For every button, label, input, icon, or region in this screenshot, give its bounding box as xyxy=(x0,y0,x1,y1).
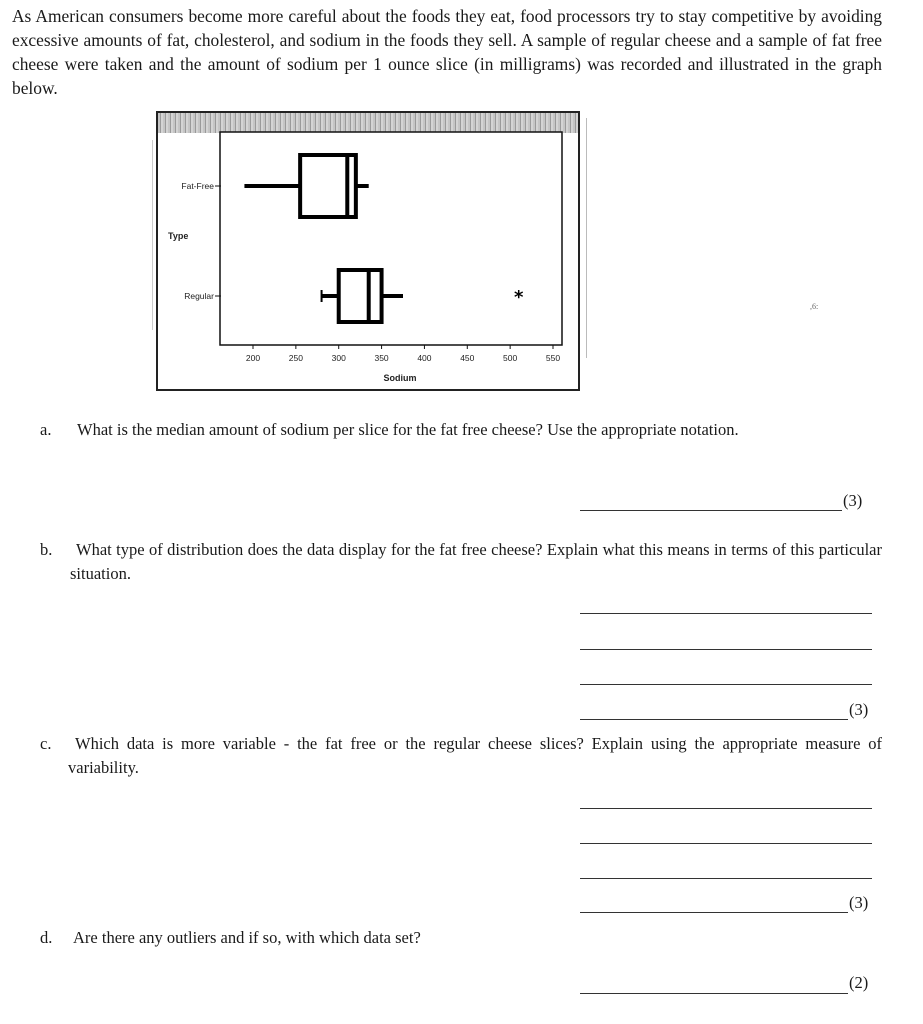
question-c-text: Which data is more variable - the fat free or the regular cheese slices? Explain using the appropriate measure of variability. xyxy=(68,734,882,777)
question-c-points: (3) xyxy=(849,893,869,912)
question-a-points: (3) xyxy=(843,491,863,510)
question-b-points: (3) xyxy=(849,700,869,719)
question-d-text: Are there any outliers and if so, with which data set? xyxy=(73,928,421,947)
question-b-label: b. xyxy=(40,540,53,559)
x-tick-label: 200 xyxy=(245,353,261,363)
x-tick-label: 400 xyxy=(417,353,432,363)
x-tick-label: 450 xyxy=(460,353,475,363)
question-d-label: d. xyxy=(40,928,53,947)
question-a-text: What is the median amount of sodium per slice for the fat free cheese? Use the appropriate notation. xyxy=(77,420,739,439)
y-axis-label: Type xyxy=(168,231,189,241)
x-axis-label: Sodium xyxy=(383,373,417,383)
x-tick-label: 550 xyxy=(545,353,561,363)
answer-line-b4[interactable] xyxy=(580,719,848,720)
answer-line-b2[interactable] xyxy=(580,649,872,650)
answer-line-c2[interactable] xyxy=(580,843,872,844)
x-tick-label: 500 xyxy=(503,353,518,363)
outlier-marker-regular: * xyxy=(514,287,524,308)
question-a-label: a. xyxy=(40,420,52,439)
intro-paragraph: As American consumers become more careful about the foods they eat, food processors try to stay competitive by avoiding excessive amounts of fat, cholesterol, and sodium in the foods they sell. A sample of regular cheese and a sample of fat free cheese were taken and the amount of sodium per 1 ounce slice (in milligrams) was recorded and illustrated in the graph below. xyxy=(12,6,882,98)
question-d-points: (2) xyxy=(849,973,869,992)
margin-mark: ,6: xyxy=(810,302,819,311)
answer-line-a[interactable] xyxy=(580,510,842,511)
category-label-fat-free: Fat-Free xyxy=(181,181,214,191)
x-tick-label: 350 xyxy=(374,353,389,363)
answer-line-c4[interactable] xyxy=(580,912,848,913)
category-label-regular: Regular xyxy=(184,291,214,301)
x-tick-label: 250 xyxy=(288,353,303,363)
question-c-label: c. xyxy=(40,734,52,753)
plot-area xyxy=(220,132,562,345)
answer-line-c3[interactable] xyxy=(580,878,872,879)
answer-line-c1[interactable] xyxy=(580,808,872,809)
answer-line-b3[interactable] xyxy=(580,684,872,685)
x-tick-label: 300 xyxy=(331,353,346,363)
answer-line-b1[interactable] xyxy=(580,613,872,614)
question-b-text: What type of distribution does the data display for the fat free cheese? Explain what this means in terms of this particular situation. xyxy=(70,540,882,583)
answer-line-d[interactable] xyxy=(580,993,848,994)
